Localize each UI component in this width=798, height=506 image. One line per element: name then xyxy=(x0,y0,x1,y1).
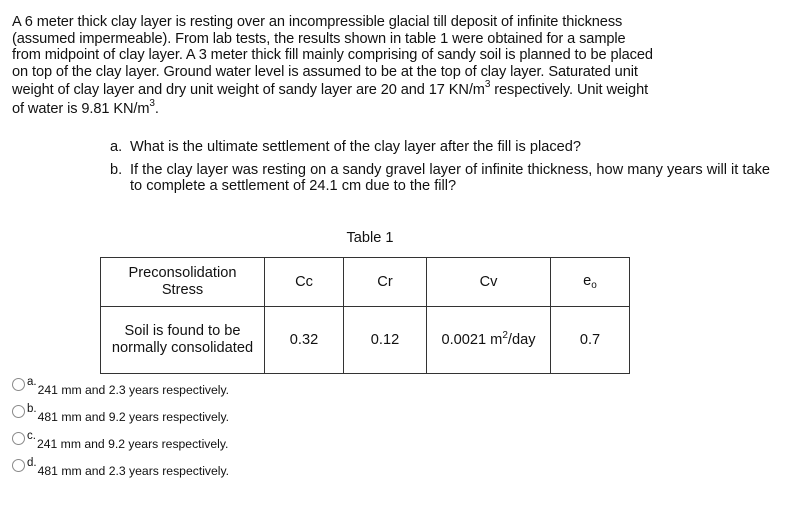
sub-question-list xyxy=(110,139,770,201)
problem-line: (assumed impermeable). From lab tests, the results shown in table 1 were obtained for a sample xyxy=(12,30,626,47)
problem-text: of water is 9.81 KN/m xyxy=(12,100,150,117)
sub-question-marker: a. xyxy=(110,139,123,155)
option-letter: b. xyxy=(27,403,37,415)
radio-button[interactable] xyxy=(12,378,25,391)
problem-line: from midpoint of clay layer. A 3 meter thick fill mainly comprising of sandy soil is planned to be placed xyxy=(12,47,653,63)
radio-button[interactable] xyxy=(12,432,25,445)
header-eo xyxy=(551,258,630,307)
sub-question-marker: b. xyxy=(110,161,123,178)
option-c[interactable] xyxy=(12,430,412,457)
problem-text: respectively. Unit weight xyxy=(490,82,649,98)
header-text: e xyxy=(583,273,592,289)
table-row xyxy=(101,307,630,374)
radio-button[interactable] xyxy=(12,405,25,418)
table-header-row xyxy=(101,258,630,307)
cell-text: normally consolidated xyxy=(111,340,254,356)
option-d[interactable] xyxy=(12,457,412,484)
option-text[interactable]: 481 mm and 2.3 years respectively. xyxy=(37,464,230,478)
header-text: Stress xyxy=(161,282,204,298)
problem-line: A 6 meter thick clay layer is resting over an incompressible glacial till deposit of infinite thickness xyxy=(12,14,623,30)
header-cc: Cc xyxy=(265,258,344,307)
superscript: 3 xyxy=(149,97,155,109)
sub-question-a xyxy=(110,139,770,156)
radio-button[interactable] xyxy=(12,459,25,472)
cell-cc: 0.32 xyxy=(265,307,344,374)
problem-line xyxy=(12,79,792,99)
superscript: 2 xyxy=(502,329,508,341)
subscript: o xyxy=(591,280,597,291)
cell-cr: 0.12 xyxy=(344,307,427,374)
sub-question-text: If the clay layer was resting on a sandy gravel layer of infinite thickness, how many years will it take to complete a settlement of 24.1 cm due to the fill? xyxy=(130,161,770,194)
cell-text: Soil is found to be xyxy=(124,323,241,339)
cell-text: /day xyxy=(507,331,536,348)
option-text[interactable]: 241 mm and 9.2 years respectively. xyxy=(36,437,229,451)
superscript: 3 xyxy=(484,79,491,91)
problem-text: weight of clay layer and dry unit weight of sandy layer are 20 and 17 KN/m xyxy=(12,82,485,98)
option-letter: d. xyxy=(27,457,37,469)
header-cv: Cv xyxy=(427,258,551,307)
cell-text: 0.0021 m xyxy=(441,331,503,348)
table-caption: Table 1 xyxy=(346,230,394,246)
cell-preconsolidation xyxy=(101,307,265,374)
soil-properties-table xyxy=(100,257,630,374)
option-text[interactable]: 241 mm and 2.3 years respectively. xyxy=(37,383,230,397)
header-cr: Cr xyxy=(344,258,427,307)
problem-line: on top of the clay layer. Ground water level is assumed to be at the top of clay layer. Saturated unit xyxy=(12,63,638,80)
answer-options xyxy=(12,376,412,484)
problem-statement xyxy=(12,14,792,117)
option-a[interactable] xyxy=(12,376,412,403)
option-letter: c. xyxy=(27,430,36,442)
header-preconsolidation xyxy=(101,258,265,307)
option-letter: a. xyxy=(27,376,37,388)
sub-question-b xyxy=(110,162,770,195)
cell-cv xyxy=(427,307,551,374)
problem-line xyxy=(12,97,792,118)
header-text: Preconsolidation xyxy=(128,265,237,281)
option-b[interactable] xyxy=(12,403,412,430)
option-text[interactable]: 481 mm and 9.2 years respectively. xyxy=(37,410,230,424)
sub-question-text: What is the ultimate settlement of the clay layer after the fill is placed? xyxy=(130,139,581,155)
cell-eo: 0.7 xyxy=(551,307,630,374)
problem-text: . xyxy=(154,100,159,117)
